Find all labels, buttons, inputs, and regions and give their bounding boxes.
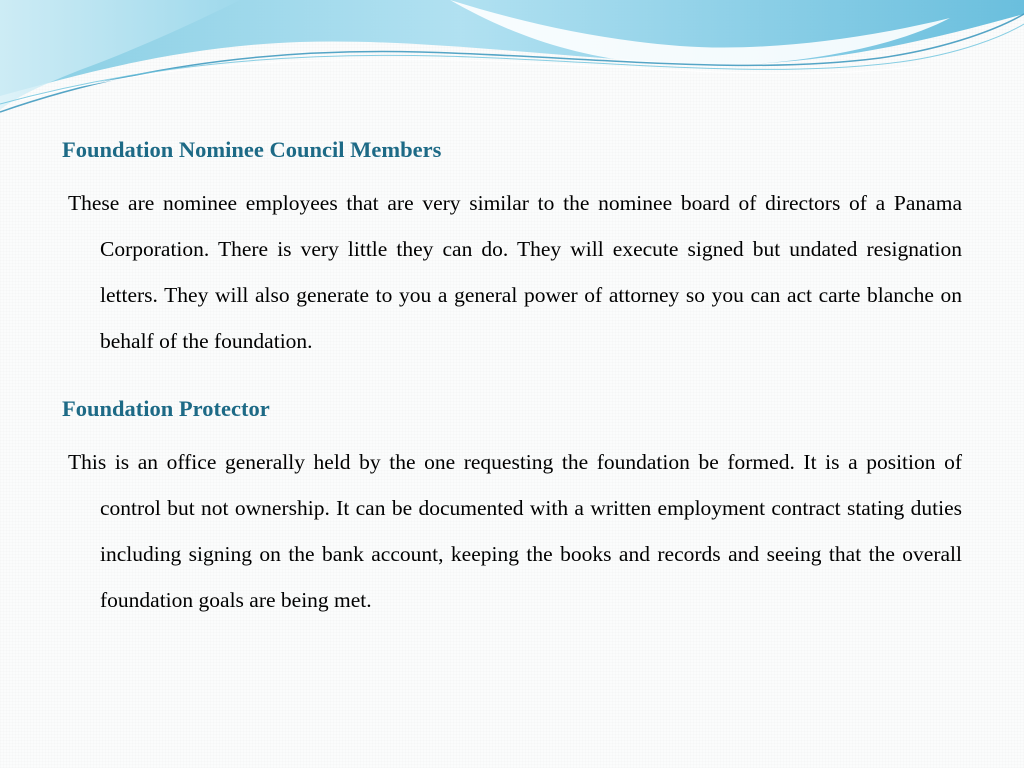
section-spacer (62, 364, 962, 393)
decorative-wave-banner (0, 0, 1024, 120)
section-heading-protector: Foundation Protector (62, 396, 270, 421)
section-heading-nominee-council: Foundation Nominee Council Members (62, 137, 442, 162)
section-body-protector: This is an office generally held by the one requesting the foundation be formed. It is a position of control but not ownership. It can be documented with a written employment contract stating duties including signing on the bank account, keeping the books and records and seeing that the overall foundation goals are being met. (68, 450, 962, 612)
slide-content (62, 134, 962, 623)
section-body-nominee-council: These are nominee employees that are very similar to the nominee board of directors of a Panama Corporation. There is very little they can do. They will execute signed but undated resignation letters. They will also generate to you a general power of attorney so you can act carte blanche on behalf of the foundation. (68, 191, 962, 353)
